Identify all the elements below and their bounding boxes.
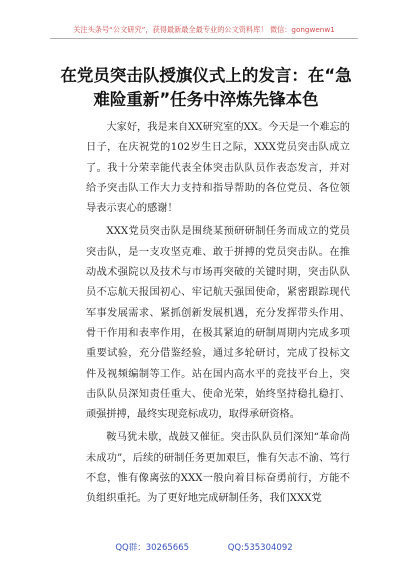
footer-qq: QQ:535304092 — [227, 543, 293, 553]
document-body — [86, 118, 350, 513]
paragraph: 大家好，我是来自XX研究室的XX。今天是一个难忘的日子，在庆祝党的102岁生日之际，XXX党员突击队成立了。我十分荣幸能代表全体突击队队员作表态发言，并对给予突击队工作大力支持和指导帮助的各位党员、各位领导表示衷心的感谢！ — [86, 122, 350, 215]
document-title: 在党员突击队授旗仪式上的发言：在“急难险重新”任务中淬炼先锋本色 — [60, 66, 352, 109]
paragraph: 鞍马犹未歇，战鼓又催征。突击队队员们深知“革命尚未成功”，后续的研制任务更加艰巨，惟有矢志不渝、笃行不怠，惟有像离弦的XXX一般向着目标奋勇前行，方能不负组织重托。为了更好地完成研制任务，我们XXX党 — [86, 432, 350, 505]
paragraph: XXX党员突击队是围绕某预研研制任务而成立的党员突击队，是一支攻坚克难、敢于拼搏的党员突击队。在推动战术强院以及技术与市场再突破的关键时期，突击队队员不忘航天报国初心、牢记航天强国使命，紧密跟踪现代军事发展需求、紧抓创新发展机遇，充分发挥带头作用、骨干作用和表率作用，在极其紧迫的研制周期内完成多项重要试验，充分借鉴经验，通过多轮研讨，完成了投标文件及视频编制等工作。站在国内高水平的竞技平台上，突击队队员深知责任重大、使命光荣，始终坚持稳扎稳打、顽强拼搏，最终实现竞标成功，取得承研资格。 — [86, 226, 350, 421]
footer-qq-group: QQ群：30265665 — [115, 543, 190, 553]
header-banner: 关注头条号“公文研究”，获得最新最全最专业的公文资料库！ 微信：gongwenw1 — [50, 22, 358, 39]
footer-contact — [0, 540, 408, 556]
